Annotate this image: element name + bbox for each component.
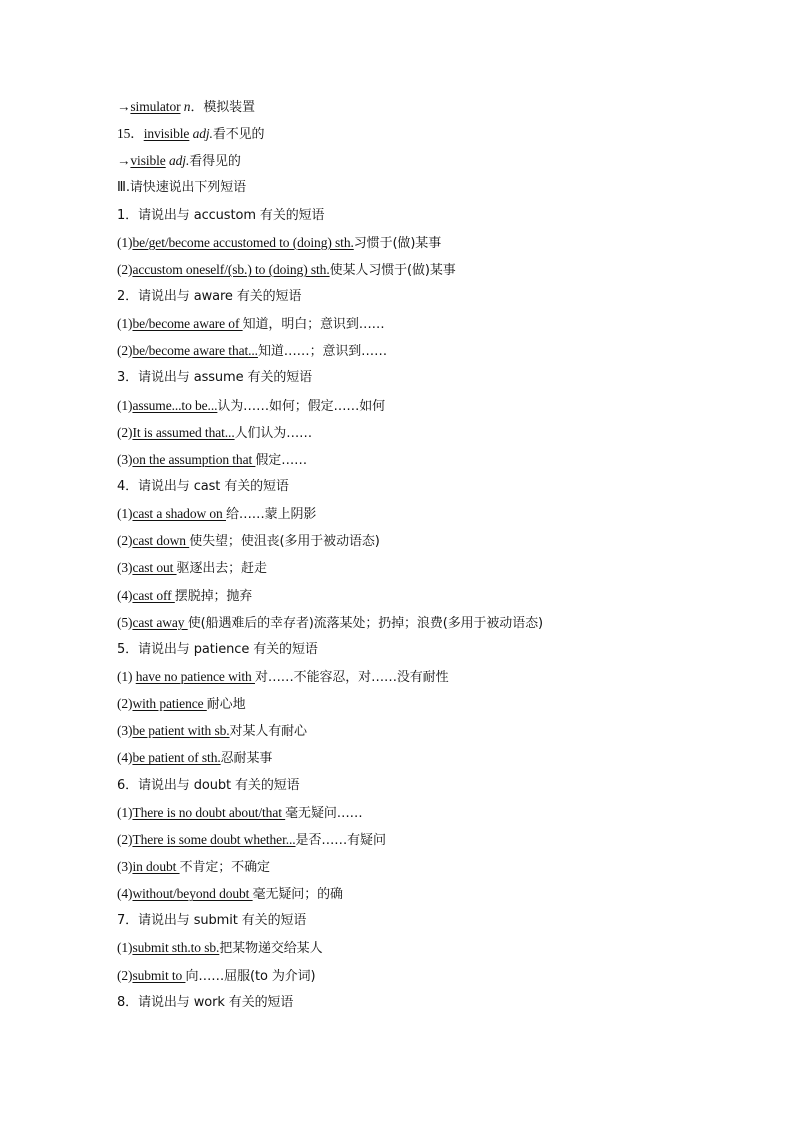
line-prefix: (4) (117, 750, 133, 766)
answer-term: assume...to be... (132, 397, 218, 413)
meaning: 认为……如何；假定……如何 (217, 398, 386, 414)
meaning: 假定…… (255, 452, 308, 468)
answer-term: visible (130, 153, 166, 169)
meaning: 毫无疑问；的确 (252, 887, 343, 903)
line-prefix: (1) (117, 316, 133, 332)
part-of-speech: adj. (165, 153, 190, 169)
line-prefix: (2) (117, 533, 133, 549)
answer-term: cast away (132, 614, 188, 630)
group-title: 1．请说出与 accustom 有关的短语 (117, 207, 325, 223)
group-heading (117, 364, 717, 391)
line-prefix: (1) (117, 668, 136, 684)
meaning: 看得见的 (189, 154, 241, 170)
answer-term: have no patience with (135, 668, 255, 684)
group-heading (117, 636, 717, 663)
meaning: 不肯定；不确定 (179, 859, 270, 875)
part-of-speech: n (180, 99, 191, 114)
line-prefix: (1) (117, 940, 133, 956)
meaning: 向……屈服(to 为介词) (185, 968, 316, 984)
list-item (117, 690, 717, 717)
line-prefix: (3) (117, 858, 133, 874)
list-item (117, 337, 717, 364)
line-prefix: (2) (117, 424, 133, 440)
list-item (117, 880, 717, 907)
answer-term: with patience (132, 696, 207, 712)
answer-term: accustom oneself/(sb.) to (doing) sth. (132, 261, 330, 277)
group-heading (117, 907, 717, 934)
line-prefix: (4) (117, 886, 133, 902)
meaning: 摆脱掉；抛弃 (174, 588, 253, 604)
line-prefix: (2) (117, 343, 133, 359)
list-item (117, 934, 717, 961)
answer-term: submit to (132, 967, 186, 983)
line-prefix: (3) (117, 560, 133, 576)
line-prefix: 15． (117, 126, 144, 142)
list-item (117, 962, 717, 989)
list-item (117, 392, 717, 419)
group-title: 3．请说出与 assume 有关的短语 (117, 370, 313, 386)
answer-term: cast a shadow on (132, 506, 226, 522)
meaning: 人们认为…… (234, 425, 312, 441)
answer-term: on the assumption that (132, 451, 256, 467)
list-item (117, 826, 717, 853)
group-heading (117, 202, 717, 229)
meaning: 忍耐某事 (220, 751, 273, 767)
meaning: 驱逐出去；赶走 (176, 561, 267, 577)
answer-term: submit sth.to sb. (132, 940, 220, 956)
meaning: 给……蒙上阴影 (225, 507, 317, 523)
answer-term: cast off (132, 587, 175, 603)
list-item (117, 717, 717, 744)
list-item (117, 799, 717, 826)
answer-term: be/become aware that... (132, 343, 258, 359)
group-title: 7．请说出与 submit 有关的短语 (117, 913, 307, 929)
line-prefix: (1) (117, 804, 133, 820)
group-title: 6．请说出与 doubt 有关的短语 (117, 777, 300, 793)
list-item (117, 229, 717, 256)
answer-term: be patient with sb. (132, 723, 230, 739)
answer-term: without/beyond doubt (132, 886, 253, 902)
line-prefix: (1) (117, 397, 133, 413)
answer-term: cast down (132, 533, 190, 549)
meaning: ．模拟装置 (190, 100, 255, 115)
list-item (117, 147, 717, 174)
meaning: 使(船遇难后的幸存者)流落某处；扔掉；浪费(多用于被动语态) (187, 615, 543, 631)
line-prefix: (2) (117, 696, 133, 712)
meaning: 使失望；使沮丧(多用于被动语态) (189, 534, 380, 550)
list-item (117, 120, 717, 147)
answer-term: There is no doubt about/that (132, 804, 286, 820)
group-title: 5．请说出与 patience 有关的短语 (117, 641, 318, 657)
group-title: 2．请说出与 aware 有关的短语 (117, 288, 302, 304)
line-prefix: (2) (117, 967, 133, 983)
line-prefix: (1) (117, 234, 133, 250)
meaning: 知道，明白；意识到…… (242, 317, 385, 333)
line-prefix: (4) (117, 587, 133, 603)
answer-term: invisible (143, 126, 190, 142)
list-item (117, 554, 717, 581)
list-item (117, 93, 717, 120)
answer-term: simulator (130, 99, 181, 114)
answer-term: be/get/become accustomed to (doing) sth. (132, 234, 354, 250)
line-prefix: (2) (117, 261, 133, 277)
meaning: 把某物递交给某人 (219, 941, 323, 957)
list-item (117, 500, 717, 527)
answer-term: cast out (132, 560, 177, 576)
list-item (117, 310, 717, 337)
group-heading (117, 772, 717, 799)
line-prefix: → (117, 153, 131, 169)
line-prefix: (3) (117, 451, 133, 467)
list-item (117, 527, 717, 554)
group-title: 8．请说出与 work 有关的短语 (117, 994, 294, 1010)
line-prefix: (1) (117, 506, 133, 522)
meaning: 习惯于(做)某事 (353, 235, 442, 251)
group-heading (117, 989, 717, 1016)
answer-term: It is assumed that... (132, 424, 235, 440)
group-heading (117, 473, 717, 500)
line-prefix: (2) (117, 831, 133, 847)
meaning: 看不见的 (212, 127, 265, 143)
list-item (117, 609, 717, 636)
meaning: 知道……；意识到…… (257, 344, 387, 360)
list-item (117, 582, 717, 609)
group-heading (117, 283, 717, 310)
list-item (117, 446, 717, 473)
line-prefix: (3) (117, 723, 133, 739)
line-prefix: → (117, 99, 131, 114)
meaning: 对某人有耐心 (229, 724, 307, 740)
list-item (117, 663, 717, 690)
list-item (117, 853, 717, 880)
meaning: 对……不能容忍，对……没有耐性 (254, 669, 449, 685)
meaning: 是否……有疑问 (295, 832, 386, 848)
group-title: 4．请说出与 cast 有关的短语 (117, 478, 289, 494)
section-heading (117, 174, 717, 201)
document-content (117, 93, 717, 1016)
part-of-speech: adj. (189, 126, 213, 142)
line-prefix: (5) (117, 614, 133, 630)
answer-term: in doubt (132, 858, 180, 874)
meaning: 耐心地 (206, 697, 246, 713)
answer-term: There is some doubt whether... (132, 831, 296, 847)
answer-term: be/become aware of (132, 316, 243, 332)
answer-term: be patient of sth. (132, 750, 221, 766)
meaning: 毫无疑问…… (285, 805, 363, 821)
meaning: 使某人习惯于(做)某事 (329, 262, 456, 278)
list-item (117, 744, 717, 771)
list-item (117, 256, 717, 283)
list-item (117, 419, 717, 446)
section-title: Ⅲ.请快速说出下列短语 (117, 180, 246, 196)
